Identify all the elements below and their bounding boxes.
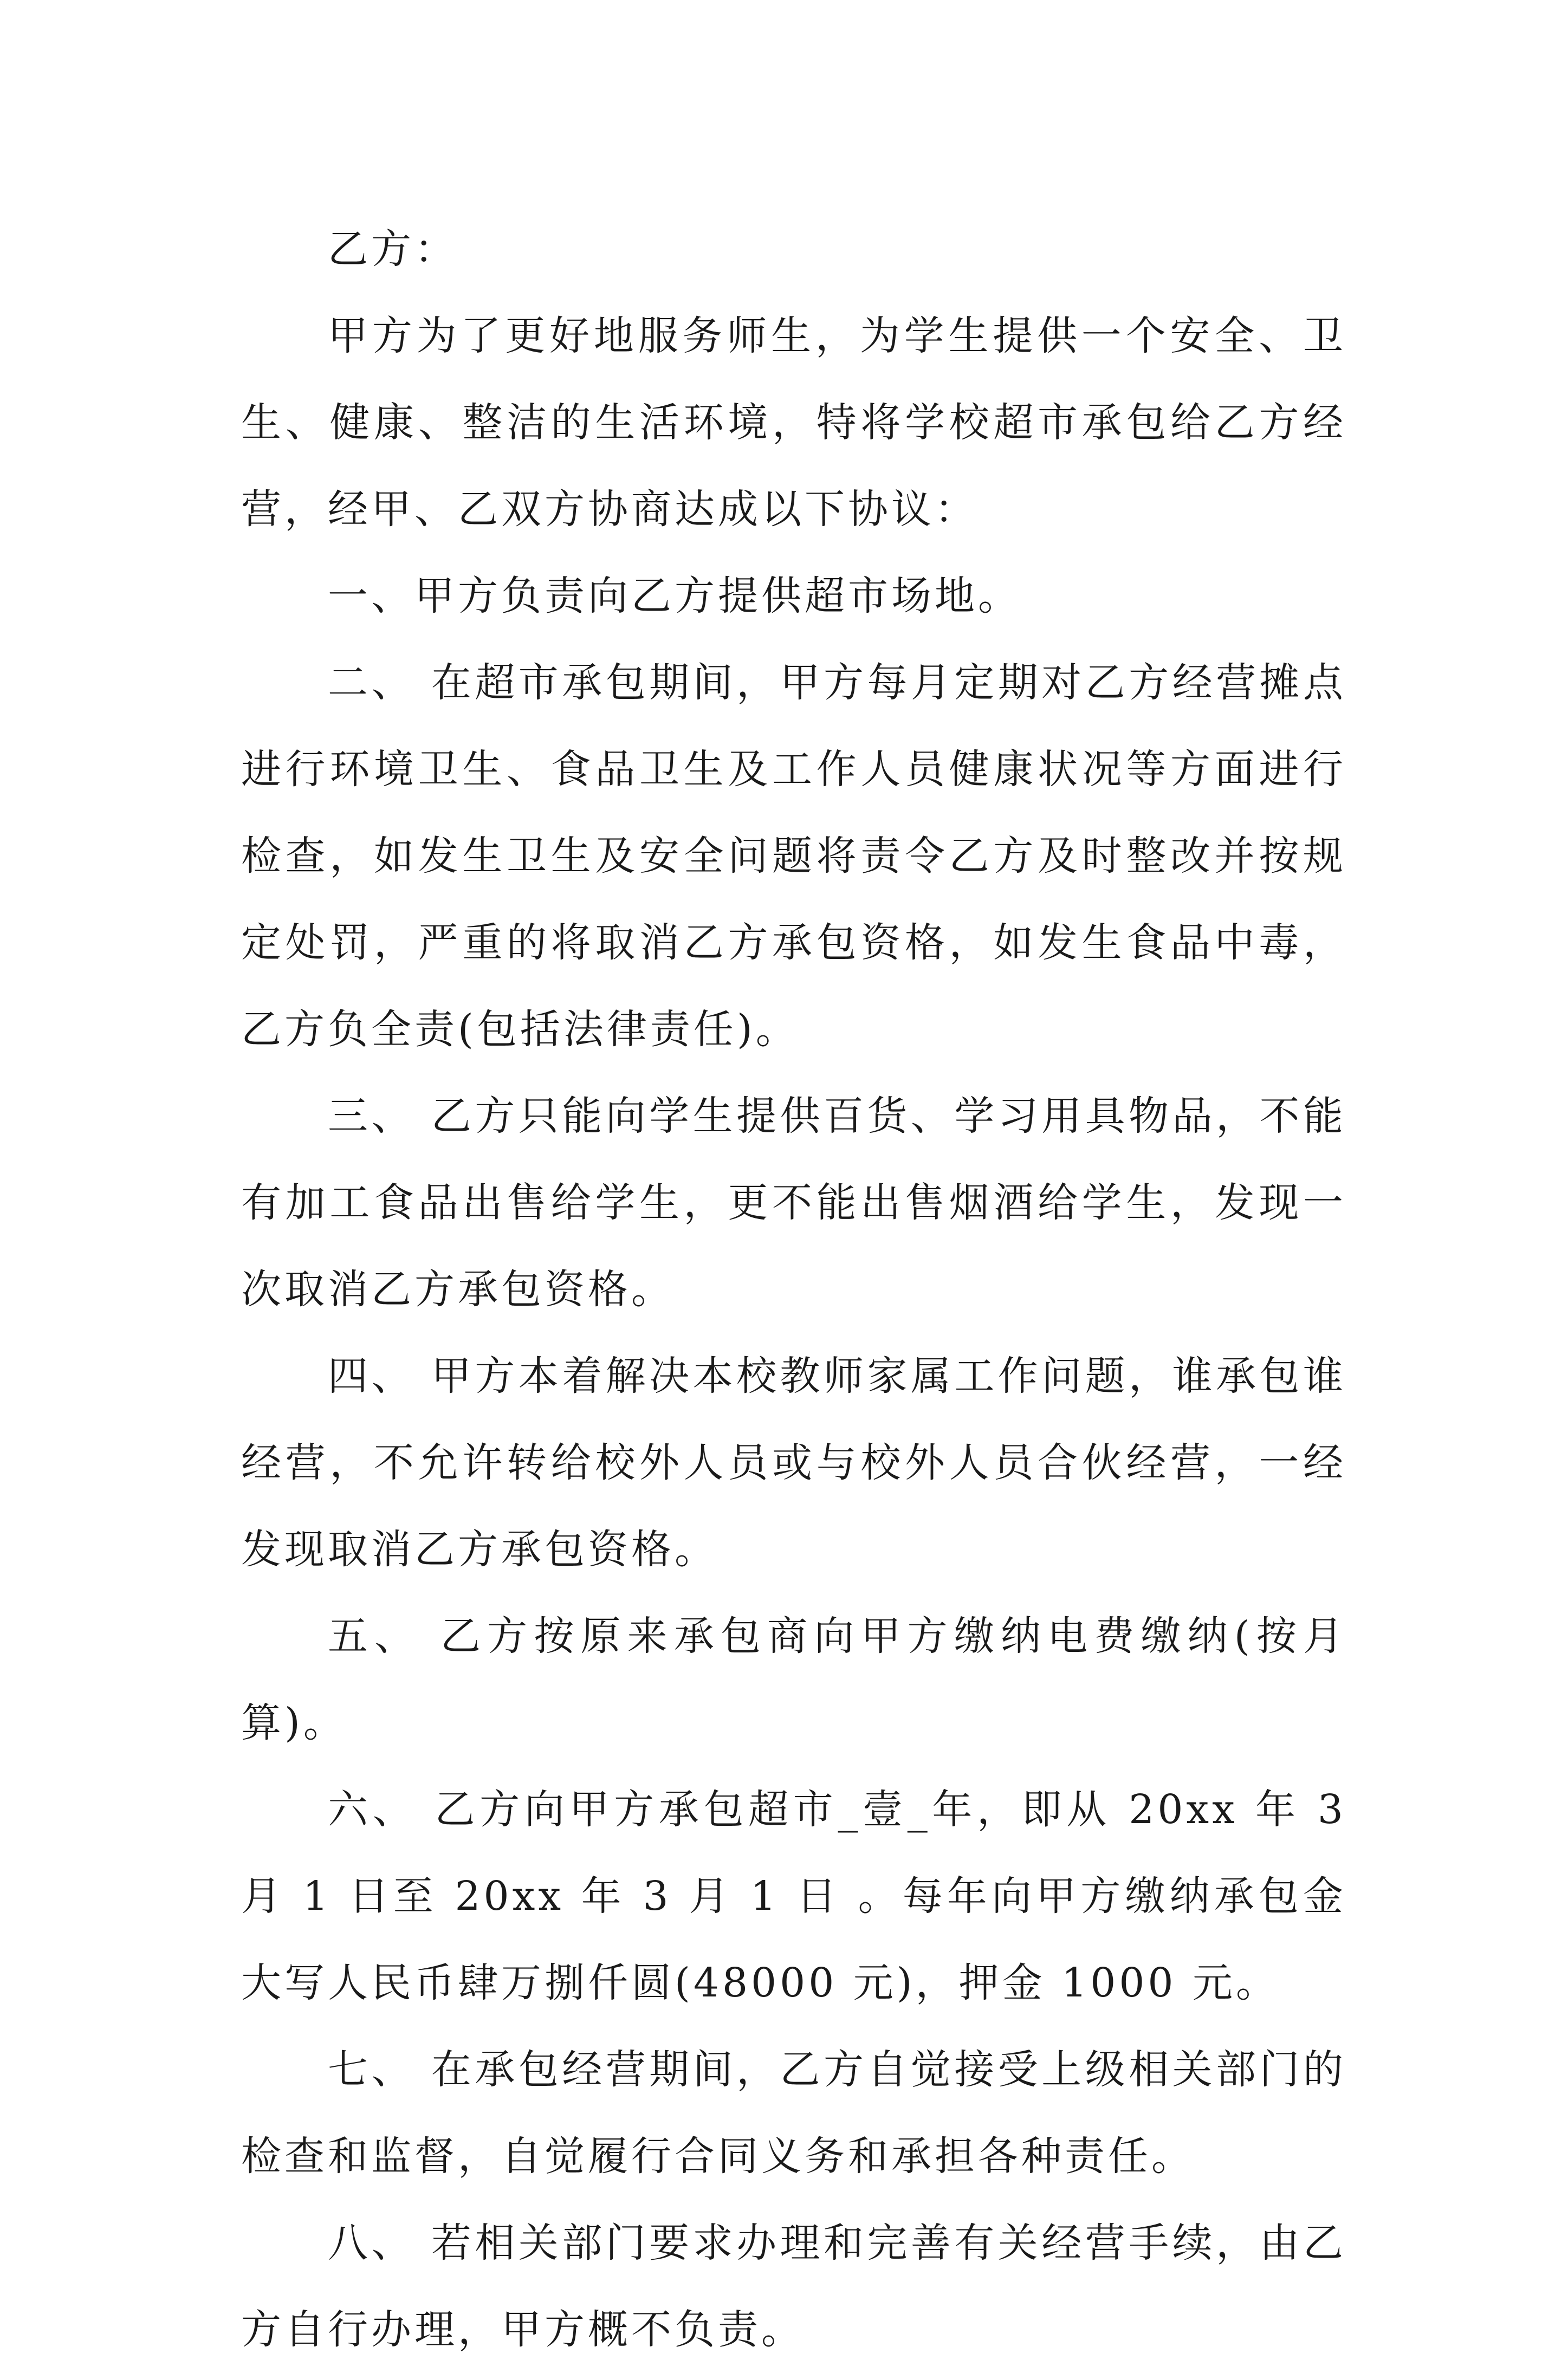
clause-8: 八、 若相关部门要求办理和完善有关经营手续，由乙方自行办理，甲方概不负责。 xyxy=(241,2220,1346,2353)
clause-4: 四、 甲方本着解决本校教师家属工作问题，谁承包谁经营，不允许转给校外人员或与校外人员合伙经营，一经发现取消乙方承包资格。 xyxy=(241,1353,1346,1573)
clause-3: 三、 乙方只能向学生提供百货、学习用具物品，不能有加工食品出售给学生，更不能出售烟酒给学生，发现一次取消乙方承包资格。 xyxy=(241,1093,1346,1313)
clause-1: 一、甲方负责向乙方提供超市场地。 xyxy=(328,573,1021,619)
party-b-label: 乙方： xyxy=(328,226,458,273)
preamble-paragraph: 甲方为了更好地服务师生，为学生提供一个安全、卫生、健康、整洁的生活环境，特将学校超市承包给乙方经营，经甲、乙双方协商达成以下协议： xyxy=(241,313,1346,533)
document-body xyxy=(241,206,1346,2373)
clause-7: 七、 在承包经营期间，乙方自觉接受上级相关部门的检查和监督，自觉履行合同义务和承担各种责任。 xyxy=(241,2046,1346,2180)
clause-6: 六、 乙方向甲方承包超市_壹_年，即从 20xx 年 3 月 1 日至 20xx 年 3 月 1 日 。每年向甲方缴纳承包金大写人民币肆万捌仟圆(48000 元)，押金 1000 元。 xyxy=(241,1786,1346,2006)
clause-2: 二、 在超市承包期间，甲方每月定期对乙方经营摊点进行环境卫生、食品卫生及工作人员健康状况等方面进行检查，如发生卫生及安全问题将责令乙方及时整改并按规定处罚，严重的将取消乙方承包资格，如发生食品中毒，乙方负全责(包括法律责任)。 xyxy=(241,659,1346,1053)
clause-5: 五、 乙方按原来承包商向甲方缴纳电费缴纳(按月算)。 xyxy=(241,1613,1346,1746)
